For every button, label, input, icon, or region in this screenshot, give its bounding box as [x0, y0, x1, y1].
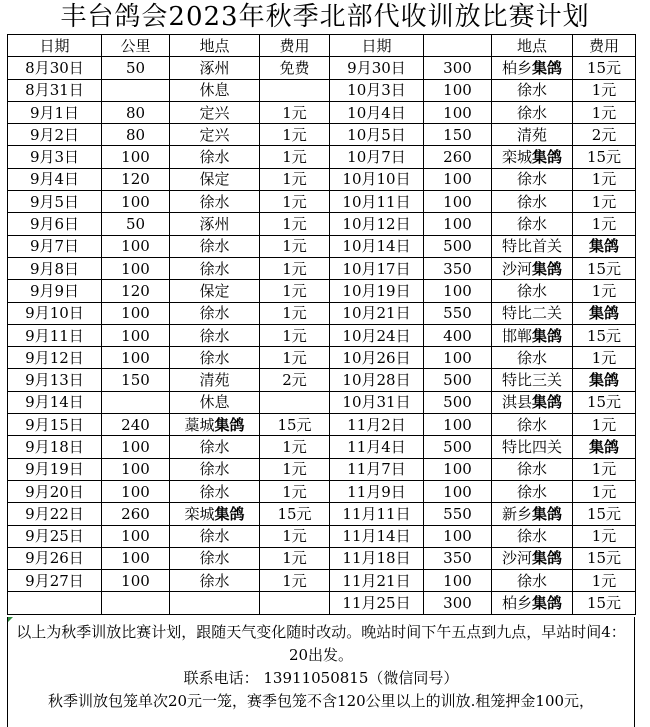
collection-label: 集鸽 — [588, 237, 619, 256]
cell-location: 徐水 — [492, 347, 573, 369]
cell-distance: 100 — [424, 347, 492, 369]
table-row — [8, 101, 636, 123]
schedule-title: 丰台鸽会2023年秋季北部代收训放比赛计划 — [60, 2, 590, 32]
cell-location: 保定 — [170, 168, 260, 190]
header-row — [8, 35, 636, 57]
cell-fee: 1元 — [260, 257, 330, 279]
header-date: 日期 — [8, 35, 102, 57]
cell-distance: 100 — [102, 458, 170, 480]
cell-distance: 100 — [424, 79, 492, 101]
cell-date: 9月2日 — [8, 124, 102, 146]
cell-distance: 120 — [102, 168, 170, 190]
cell-location: 栾城集鸽 — [170, 503, 260, 525]
collection-label: 集鸽 — [532, 594, 563, 613]
cell-distance: 260 — [424, 146, 492, 168]
cell-date: 9月26日 — [8, 547, 102, 569]
table-row — [8, 213, 636, 235]
cell-location: 邯郸集鸽 — [492, 324, 573, 346]
cell-distance: 150 — [102, 369, 170, 391]
cell-distance: 100 — [102, 257, 170, 279]
cell-location: 淇县集鸽 — [492, 391, 573, 413]
cell-date: 10月7日 — [330, 146, 424, 168]
cell-distance — [102, 79, 170, 101]
cell-location: 特比四关 — [492, 436, 573, 458]
cell-fee: 1元 — [573, 101, 636, 123]
collection-label: 集鸽 — [532, 259, 563, 278]
cell-fee: 15元 — [573, 57, 636, 79]
cell-location: 柏乡集鸽 — [492, 57, 573, 79]
cell-fee — [573, 369, 636, 391]
cell-distance: 500 — [424, 391, 492, 413]
table-row — [8, 235, 636, 257]
cell-location: 徐水 — [170, 347, 260, 369]
cell-date: 9月4日 — [8, 168, 102, 190]
cell-date: 9月13日 — [8, 369, 102, 391]
cell-date: 9月9日 — [8, 280, 102, 302]
cell-distance: 400 — [424, 324, 492, 346]
cell-location: 徐水 — [492, 414, 573, 436]
cell-fee: 2元 — [260, 369, 330, 391]
collection-label: 集鸽 — [532, 549, 563, 568]
cell-fee: 1元 — [573, 168, 636, 190]
cell-location: 特比三关 — [492, 369, 573, 391]
cell-fee: 1元 — [260, 168, 330, 190]
cell-distance: 100 — [102, 302, 170, 324]
cell-date: 10月12日 — [330, 213, 424, 235]
table-row — [8, 257, 636, 279]
cell-fee: 1元 — [260, 302, 330, 324]
collection-label: 集鸽 — [532, 326, 563, 345]
cell-fee: 1元 — [573, 480, 636, 502]
cell-date: 9月8日 — [8, 257, 102, 279]
table-row — [8, 503, 636, 525]
cell-date: 9月10日 — [8, 302, 102, 324]
cell-location: 徐水 — [492, 213, 573, 235]
cell-date: 10月28日 — [330, 369, 424, 391]
cell-location: 徐水 — [170, 257, 260, 279]
table-row — [8, 592, 636, 614]
cell-location: 沙河集鸽 — [492, 257, 573, 279]
cell-date: 9月3日 — [8, 146, 102, 168]
notes-fee-info: 秋季训放包笼单次20元一笼，赛季包笼不含120公里以上的训放.租笼押金100元， — [47, 692, 595, 710]
cell-fee: 15元 — [573, 547, 636, 569]
cell-date: 9月18日 — [8, 436, 102, 458]
cell-fee: 15元 — [573, 592, 636, 614]
cell-location: 徐水 — [492, 168, 573, 190]
notes-box — [7, 617, 635, 727]
notes-contact: 联系电话： 13911050815（微信同号） — [183, 669, 459, 687]
cell-fee: 1元 — [260, 436, 330, 458]
cell-location: 休息 — [170, 391, 260, 413]
cell-location: 徐水 — [492, 191, 573, 213]
collection-label: 集鸽 — [588, 437, 619, 456]
cell-distance: 100 — [102, 146, 170, 168]
cell-location: 清苑 — [492, 124, 573, 146]
cell-date: 9月6日 — [8, 213, 102, 235]
cell-date: 8月30日 — [8, 57, 102, 79]
collection-label: 集鸽 — [532, 393, 563, 412]
cell-date: 11月11日 — [330, 503, 424, 525]
cell-location: 徐水 — [492, 79, 573, 101]
cell-fee — [573, 302, 636, 324]
cell-location: 特比二关 — [492, 302, 573, 324]
cell-distance: 100 — [102, 525, 170, 547]
header-date: 日期 — [330, 35, 424, 57]
schedule-table — [7, 34, 636, 615]
table-row — [8, 547, 636, 569]
collection-label: 集鸽 — [588, 371, 619, 390]
cell-date: 8月31日 — [8, 79, 102, 101]
cell-location: 柏乡集鸽 — [492, 592, 573, 614]
cell-location: 沙河集鸽 — [492, 547, 573, 569]
cell-location — [170, 592, 260, 614]
cell-date: 11月25日 — [330, 592, 424, 614]
cell-fee: 1元 — [573, 458, 636, 480]
cell-fee: 1元 — [573, 79, 636, 101]
cell-date: 9月19日 — [8, 458, 102, 480]
cell-fee: 1元 — [573, 347, 636, 369]
cell-date: 9月14日 — [8, 391, 102, 413]
cell-distance: 80 — [102, 124, 170, 146]
cell-distance: 100 — [102, 235, 170, 257]
cell-location: 徐水 — [492, 480, 573, 502]
cell-location: 徐水 — [170, 146, 260, 168]
cell-distance: 550 — [424, 503, 492, 525]
cell-location: 藁城集鸽 — [170, 414, 260, 436]
cell-fee: 1元 — [260, 525, 330, 547]
cell-date: 10月5日 — [330, 124, 424, 146]
collection-label: 集鸽 — [214, 504, 245, 523]
cell-fee: 1元 — [260, 480, 330, 502]
cell-distance: 100 — [424, 191, 492, 213]
cell-location: 徐水 — [170, 570, 260, 592]
cell-distance: 100 — [424, 525, 492, 547]
cell-date: 9月12日 — [8, 347, 102, 369]
cell-location: 徐水 — [170, 525, 260, 547]
table-row — [8, 302, 636, 324]
cell-fee: 1元 — [260, 191, 330, 213]
cell-distance: 100 — [102, 570, 170, 592]
cell-fee: 1元 — [260, 101, 330, 123]
cell-fee: 15元 — [573, 324, 636, 346]
cell-location: 休息 — [170, 79, 260, 101]
cell-distance: 100 — [102, 480, 170, 502]
cell-distance: 100 — [102, 191, 170, 213]
cell-fee: 1元 — [260, 458, 330, 480]
table-row — [8, 79, 636, 101]
cell-location: 栾城集鸽 — [492, 146, 573, 168]
cell-date: 11月4日 — [330, 436, 424, 458]
cell-location: 徐水 — [492, 280, 573, 302]
cell-distance: 100 — [424, 168, 492, 190]
cell-distance: 150 — [424, 124, 492, 146]
cell-location: 保定 — [170, 280, 260, 302]
cell-fee: 2元 — [573, 124, 636, 146]
cell-location: 徐水 — [492, 101, 573, 123]
cell-fee: 1元 — [260, 347, 330, 369]
cell-location: 涿州 — [170, 213, 260, 235]
collection-label: 集鸽 — [588, 304, 619, 323]
cell-fee — [573, 436, 636, 458]
cell-distance — [102, 592, 170, 614]
cell-fee: 15元 — [573, 146, 636, 168]
cell-date: 9月22日 — [8, 503, 102, 525]
cell-date: 10月19日 — [330, 280, 424, 302]
table-row — [8, 124, 636, 146]
cell-location: 徐水 — [170, 302, 260, 324]
cell-fee: 1元 — [573, 191, 636, 213]
cell-location: 徐水 — [170, 324, 260, 346]
table-row — [8, 57, 636, 79]
cell-fee: 15元 — [573, 391, 636, 413]
cell-date: 10月26日 — [330, 347, 424, 369]
cell-fee: 1元 — [260, 324, 330, 346]
table-row — [8, 191, 636, 213]
collection-label: 集鸽 — [532, 504, 563, 523]
cell-date: 10月3日 — [330, 79, 424, 101]
cell-distance: 80 — [102, 101, 170, 123]
cell-date: 9月11日 — [8, 324, 102, 346]
cell-fee: 15元 — [573, 503, 636, 525]
cell-location: 涿州 — [170, 57, 260, 79]
cell-date: 10月24日 — [330, 324, 424, 346]
table-row — [8, 347, 636, 369]
cell-location: 徐水 — [170, 480, 260, 502]
cell-date: 10月10日 — [330, 168, 424, 190]
collection-label: 集鸽 — [214, 415, 245, 434]
table-row — [8, 280, 636, 302]
table-row — [8, 414, 636, 436]
cell-distance: 300 — [424, 592, 492, 614]
cell-date: 9月7日 — [8, 235, 102, 257]
cell-fee — [260, 592, 330, 614]
cell-distance: 500 — [424, 369, 492, 391]
cell-date: 10月21日 — [330, 302, 424, 324]
cell-location: 徐水 — [170, 458, 260, 480]
cell-distance: 100 — [424, 101, 492, 123]
table-row — [8, 570, 636, 592]
cell-fee: 1元 — [260, 570, 330, 592]
cell-distance: 50 — [102, 57, 170, 79]
header-distance — [424, 35, 492, 57]
cell-distance: 300 — [424, 57, 492, 79]
header-fee: 费用 — [260, 35, 330, 57]
cell-date: 11月7日 — [330, 458, 424, 480]
cell-fee: 1元 — [260, 235, 330, 257]
header-distance: 公里 — [102, 35, 170, 57]
cell-distance: 240 — [102, 414, 170, 436]
cell-distance — [102, 391, 170, 413]
cell-fee: 15元 — [260, 503, 330, 525]
cell-date: 9月30日 — [330, 57, 424, 79]
cell-fee: 1元 — [260, 280, 330, 302]
cell-location: 徐水 — [170, 436, 260, 458]
cell-date: 10月17日 — [330, 257, 424, 279]
table-row — [8, 436, 636, 458]
cell-location: 清苑 — [170, 369, 260, 391]
cell-location: 徐水 — [492, 570, 573, 592]
cell-distance: 100 — [424, 280, 492, 302]
cell-date: 10月11日 — [330, 191, 424, 213]
cell-date: 9月1日 — [8, 101, 102, 123]
cell-fee: 1元 — [573, 525, 636, 547]
cell-date: 11月9日 — [330, 480, 424, 502]
cell-location: 定兴 — [170, 101, 260, 123]
cell-date: 11月14日 — [330, 525, 424, 547]
header-location: 地点 — [170, 35, 260, 57]
cell-distance: 100 — [102, 436, 170, 458]
cell-fee: 1元 — [260, 213, 330, 235]
cell-date: 11月2日 — [330, 414, 424, 436]
cell-distance: 260 — [102, 503, 170, 525]
cell-location: 徐水 — [170, 235, 260, 257]
cell-distance: 350 — [424, 257, 492, 279]
cell-fee: 15元 — [260, 414, 330, 436]
cell-fee: 1元 — [573, 213, 636, 235]
cell-date: 11月18日 — [330, 547, 424, 569]
cell-fee: 1元 — [573, 280, 636, 302]
cell-distance: 100 — [424, 213, 492, 235]
table-row — [8, 324, 636, 346]
table-row — [8, 480, 636, 502]
cell-date — [8, 592, 102, 614]
cell-location: 定兴 — [170, 124, 260, 146]
cell-date: 10月31日 — [330, 391, 424, 413]
cell-date: 9月20日 — [8, 480, 102, 502]
cell-fee: 免费 — [260, 57, 330, 79]
table-row — [8, 391, 636, 413]
cell-fee: 1元 — [573, 570, 636, 592]
cell-fee — [573, 235, 636, 257]
cell-distance: 50 — [102, 213, 170, 235]
cell-date: 9月5日 — [8, 191, 102, 213]
cell-distance: 500 — [424, 436, 492, 458]
table-row — [8, 168, 636, 190]
cell-distance: 500 — [424, 235, 492, 257]
header-fee: 费用 — [573, 35, 636, 57]
cell-location: 徐水 — [170, 547, 260, 569]
cell-distance: 120 — [102, 280, 170, 302]
cell-date: 10月4日 — [330, 101, 424, 123]
cell-date: 9月27日 — [8, 570, 102, 592]
cell-location: 特比首关 — [492, 235, 573, 257]
cell-date: 11月21日 — [330, 570, 424, 592]
cell-distance: 100 — [102, 547, 170, 569]
cell-location: 徐水 — [492, 525, 573, 547]
cell-fee: 1元 — [260, 547, 330, 569]
collection-label: 集鸽 — [532, 58, 563, 77]
table-row — [8, 369, 636, 391]
cell-distance: 100 — [424, 480, 492, 502]
cell-fee — [260, 79, 330, 101]
cell-location: 徐水 — [492, 458, 573, 480]
cell-distance: 550 — [424, 302, 492, 324]
cell-date: 9月25日 — [8, 525, 102, 547]
cell-fee — [260, 391, 330, 413]
cell-distance: 100 — [102, 324, 170, 346]
cell-distance: 100 — [424, 458, 492, 480]
cell-distance: 100 — [424, 414, 492, 436]
collection-label: 集鸽 — [532, 148, 563, 167]
table-row — [8, 146, 636, 168]
cell-fee: 1元 — [573, 414, 636, 436]
cell-distance: 100 — [102, 347, 170, 369]
cell-fee: 15元 — [573, 257, 636, 279]
cell-fee: 1元 — [260, 146, 330, 168]
cell-location: 新乡集鸽 — [492, 503, 573, 525]
notes-schedule-info: 以上为秋季训放比赛计划，跟随天气变化随时改动。晚站时间下午五点到九点，早站时间4：20出发。 — [16, 623, 626, 664]
table-row — [8, 458, 636, 480]
cell-date: 9月15日 — [8, 414, 102, 436]
cell-fee: 1元 — [260, 124, 330, 146]
table-row — [8, 525, 636, 547]
cell-distance: 350 — [424, 547, 492, 569]
header-location: 地点 — [492, 35, 573, 57]
cell-distance: 100 — [424, 570, 492, 592]
cell-location: 徐水 — [170, 191, 260, 213]
cell-date: 10月14日 — [330, 235, 424, 257]
